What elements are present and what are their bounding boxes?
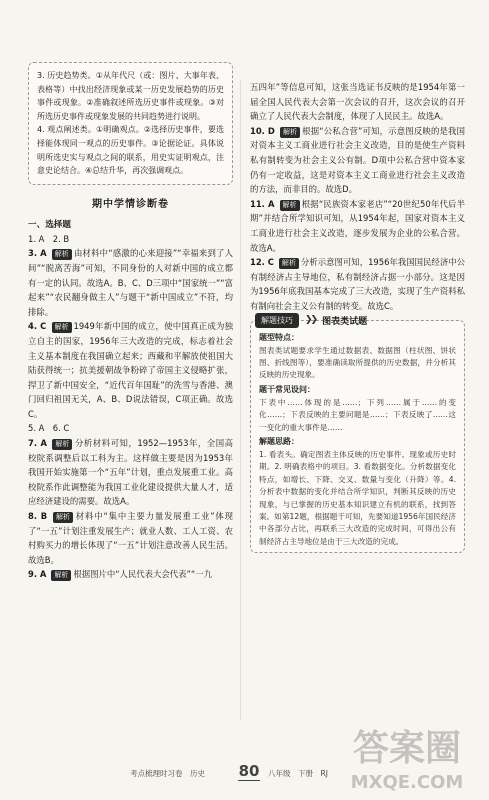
column-divider [240,80,241,720]
answer-item: 10. D 解析 根据“公私合营”可知，示意图反映的是我国对资本主义工商业进行社会主义改造，目的是使生产资料私有制转变为社会主义公有制。D项中公私合营中资本家仍有一定收益，这是对资本主义工商业进行社会主义改造的方法，而非目的。故选D。 [250,125,465,195]
analysis-tag: 解析 [53,512,73,523]
answer-item: 11. A 解析 根据“民族资本家老店”“20世纪50年代后半期”并结合所学知识可知，从1954年起，国家对资本主义工商业进行社会主义改造，逐步发展为企业的公私合营。故选A。 [250,198,465,253]
analysis-tag: 解析 [52,322,72,333]
tip-heading: 题干常见设问： [259,384,315,394]
tip-heading: 题型特点： [259,332,299,342]
exam-title: 期中学情诊断卷 [92,198,169,210]
tip-header [255,313,456,328]
double-chevron-icon: ❯❯ [305,315,317,325]
tip-text: 下表中……体现的是……；下列……属于……的变化……；下表反映的主要问题是……；下表反映了……这一变化的重大事件是…… [259,397,456,432]
analysis-tag: 解析 [51,570,71,581]
watermark-url: MXQE.COM [350,772,464,793]
answer-item: 5. A 6. C [28,423,70,434]
tip-text: 1. 看表头。确定图表主体反映的历史事件、现象或历史时期。2. 明确表格中的项目。3. 看数据变化。分析数据变化特点，如增长、下降、交叉、数量与变化（升降）等。4. 分析表中数据的变化并结合所学知识，判断其反映的历史现象，与已掌握的历史基本知识建立有机的联系，找到答案。如第12题，根据题干可知，先要知道1956年国民经济中各部分占比，再联系三大改造的完成时间，可得出公有制经济占主导地位是由于三大改造的完成。 [259,449,456,546]
answer-item: 9. A 解析 根据图片中“人民代表大会代表”“一九 [28,569,212,580]
right-column [250,80,465,553]
answer-item: 7. A 解析 分析材料可知，1952—1953年，全国高校院系调整后以工科为主。这样做主要是因为1953年我国开始实施第一个“五年”计划，重点发展重工业。高校院系作此调整能为我国工业化建设提供大量人才，适应经济建设的需要。故选A。 [28,438,233,507]
left-column [28,62,233,582]
method-line-4: 4. 观点阐述类。①明确观点。②选择历史事件，要选择能体现同一观点的历史事件。③论据论证。具体说明所选史实与观点之间的联系，用史实证明观点，注意史论结合。④总结升华，再次强调观点。 [37,125,224,176]
answer-item: 1. A 2. B [28,233,70,244]
analysis-tag: 解析 [52,249,72,260]
answer-item: 五四年”等信息可知，这张当选证书反映的是1954年第一届全国人民代表大会第一次会议的召开，这次会议的召开确立了人民代表大会制度，体现了人民民主。故选A。 [250,82,465,122]
watermark-title: 答案圈 [352,728,462,769]
footer-book-title: 考点梳理时习卷 历史 [130,769,205,778]
answer-method-box [28,62,233,185]
analysis-tag: 解析 [280,127,300,138]
method-line-3: 3. 历史趋势类。①从年代尺（或：图片、大事年表、表格等）中找出经济现象或某一历史发展趋势的历史事件或现象。②准确叙述所选历史事件或现象。③对所选历史事件或现象发展的共同趋势进行说明。 [37,71,224,121]
answer-item: 8. B 解析 材料中“集中主要力量发展重工业”体现了“一五”计划注重发展生产；就业人数、工人工资、农村购买力的增长体现了“一五”计划注意改善人民生活。故选B。 [28,511,233,565]
section-title: 一、选择题 [28,219,71,230]
watermark-logo [332,718,482,796]
answer-item: 12. C 解析 分析示意图可知，1956年我国国民经济中公有制经济占主导地位，私有制经济占据一小部分。这是因为1956年底我国基本完成了三大改造，实现了生产资料私有制向社会主义公有制的转变。故选C。 [250,257,465,311]
tip-name: 图表类试题 [322,316,368,327]
tip-box [250,315,465,554]
tip-badge: 解题技巧 [255,313,299,328]
answer-item: 4. C 解析 1949年新中国的成立，使中国真正成为独立自主的国家，1956年三大改造的完成，标志着社会主义基本制度在我国确立起来；西藏和平解放使祖国大陆获得统一；抗美援朝战争粉碎了帝国主义侵略扩张，捍卫了新中国安全，“近代百年国耻”的洗雪与香港、澳门回归祖国无关，A、B、D说法错误，C项正确。故选C。 [28,321,233,419]
analysis-tag: 解析 [279,258,299,269]
tip-heading: 解题思路： [259,436,299,446]
footer-grade: 八年级 下册 RJ [268,769,328,778]
page-number: 80 [238,762,260,780]
analysis-tag: 解析 [280,200,300,211]
answer-item: 3. A 解析 由材料中“感激的心来迎接”“幸福来到了人间”“脱离苦海”可知，不同身份的人对新中国的成立都有一定的认同。故选A。B、C、D三项中“国家统一”“富起来”“农民翻身做主人”与题干“新中国成立”不符，均排除。 [28,248,233,317]
analysis-tag: 解析 [52,439,72,450]
tip-text: 图表类试题要求学生通过数据表、数据图（柱状图、饼状图、折线图等），要准确读取所提供的历史数据，并分析其反映的历史现象。 [259,345,456,380]
